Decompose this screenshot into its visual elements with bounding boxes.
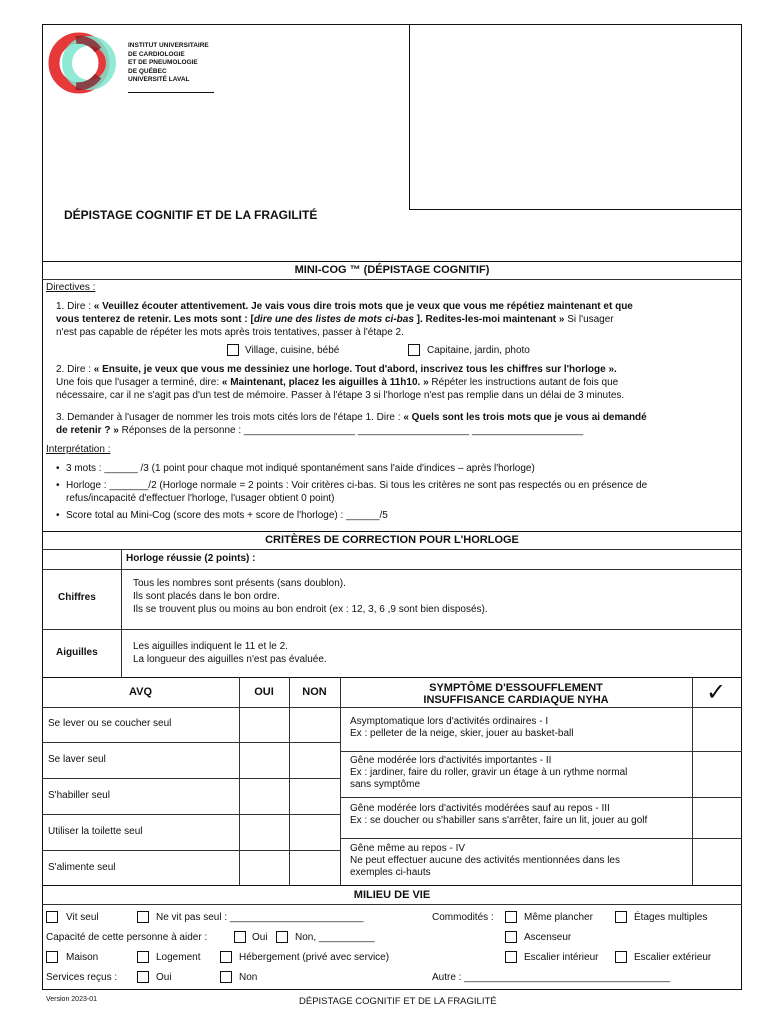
- commodites-label: Commodités :: [432, 912, 494, 923]
- aiguilles-label: Aiguilles: [56, 647, 98, 658]
- word-list-2-checkbox[interactable]: [408, 344, 420, 356]
- nyha-4-example: Ne peut effectuer aucune des activités mentionnées dans les: [350, 855, 620, 866]
- title-divider: [42, 261, 742, 262]
- step-3: [56, 411, 736, 437]
- avq-row-2: Se laver seul: [48, 754, 106, 765]
- avq-top-line: [42, 677, 742, 678]
- criteria-sub-divider: [42, 569, 742, 570]
- avq-row-4: Utiliser la toilette seul: [48, 826, 143, 837]
- nyha-heading-1: SYMPTÔME D'ESSOUFFLEMENT: [429, 682, 603, 694]
- step-3-answers: Réponses de la personne : ____________________ ____________________ ____________________: [118, 425, 584, 436]
- ne-vit-pas-seul-checkbox[interactable]: [137, 911, 149, 923]
- step-1-quote: « Veuillez écouter attentivement. Je vais vous dire trois mots que je veux que vous me répétiez maintenant et que: [93, 301, 633, 312]
- nyha-row-3: [350, 803, 690, 827]
- patient-label-box[interactable]: [409, 24, 742, 210]
- ne-vit-pas-seul-label: Ne vit pas seul : ________________________: [156, 912, 364, 923]
- avq-row-1: Se lever ou se coucher seul: [48, 718, 172, 729]
- chiffres-line-3: Ils se trouvent plus ou moins au bon endroit (ex : 12, 3, 6 ,9 sont bien disposés).: [133, 604, 488, 615]
- escalier-exterieur-checkbox[interactable]: [615, 951, 627, 963]
- chiffres-criteria: [133, 577, 733, 616]
- minicog-heading-divider: [42, 279, 742, 280]
- nyha-4-example-2: exemples ci-hauts: [350, 867, 431, 878]
- services-label: Services reçus :: [46, 972, 118, 983]
- score-clock: [52, 479, 738, 505]
- aiguilles-criteria: [133, 640, 733, 666]
- nyha-3-class: Gêne modérée lors d'activités modérées sauf au repos - III: [350, 803, 610, 814]
- ascenseur-label: Ascenseur: [524, 932, 572, 943]
- capacite-non-label: Non, __________: [295, 932, 375, 943]
- institution-line-5: UNIVERSITÉ LAVAL: [128, 76, 190, 84]
- capacite-oui-label: Oui: [252, 932, 268, 943]
- nyha-2-class: Gêne modérée lors d'activités importantes - II: [350, 755, 552, 766]
- step-2-prefix: 2. Dire :: [56, 364, 94, 375]
- logo-underline: [128, 92, 214, 93]
- services-oui-label: Oui: [156, 972, 172, 983]
- avq-row-1-divider: [42, 742, 340, 743]
- institution-line-3: ET DE PNEUMOLOGIE: [128, 59, 198, 67]
- nyha-1-class: Asymptomatique lors d'activités ordinaires - I: [350, 716, 549, 727]
- checkmark-icon: ✓: [706, 678, 727, 706]
- capacite-non-checkbox[interactable]: [276, 931, 288, 943]
- step-3-quote-end: de retenir ? »: [56, 425, 119, 436]
- step-3-prefix: 3. Demander à l'usager de nommer les trois mots cités lors de l'étape 1. Dire :: [56, 412, 404, 423]
- step-2-note: nécessaire, car il ne s'agit pas d'un test de mémoire. Passer à l'étape 3 si l'horloge n'est pas remplie dans un délai de 3 minutes.: [56, 390, 625, 401]
- services-non-label: Non: [239, 972, 258, 983]
- nyha-heading-2: INSUFFISANCE CARDIAQUE NYHA: [423, 694, 609, 706]
- step-1-fallback: n'est pas capable de répéter les mots après trois tentatives, passer à l'étape 2.: [56, 327, 404, 338]
- word-list-2-label: Capitaine, jardin, photo: [427, 345, 530, 356]
- nyha-2-example: Ex : jardiner, faire du roller, gravir un étage à un rythme normal: [350, 767, 628, 778]
- nyha-row-3-divider: [340, 838, 742, 839]
- minicog-heading: MINI-COG ™ (DÉPISTAGE COGNITIF): [294, 264, 490, 276]
- word-list-1-checkbox[interactable]: [227, 344, 239, 356]
- avq-heading: AVQ: [128, 686, 153, 698]
- step-2-quote: « Ensuite, je veux que vous me dessiniez une horloge. Tout d'abord, inscrivez tous les chiffres sur l'horloge ».: [93, 364, 617, 375]
- institution-name: [128, 42, 209, 85]
- chiffres-line-1: Tous les nombres sont présents (sans doublon).: [133, 578, 346, 589]
- score-total: • Score total au Mini-Cog (score des mots + score de l'horloge) : ______/5: [52, 509, 738, 522]
- autre-field[interactable]: Autre : _____________________________________: [432, 972, 671, 983]
- escalier-interieur-checkbox[interactable]: [505, 951, 517, 963]
- step-1-if: Si l'usager: [564, 314, 614, 325]
- score-words: • 3 mots : ______ /3 (1 point pour chaque mot indiqué spontanément sans l'aide d'indices – après l'horloge): [52, 462, 738, 475]
- document-title: DÉPISTAGE COGNITIF ET DE LA FRAGILITÉ: [64, 208, 318, 222]
- criteria-heading-divider: [42, 549, 742, 550]
- milieu-top-line: [42, 885, 742, 886]
- step-1: [56, 300, 736, 339]
- nyha-1-example: Ex : pelleter de la neige, skier, jouer au basket-ball: [350, 728, 574, 739]
- maison-label: Maison: [66, 952, 99, 963]
- logement-label: Logement: [156, 952, 201, 963]
- logo: [46, 30, 118, 96]
- avq-row-3: S'habiller seul: [48, 790, 110, 801]
- hebergement-label: Hébergement (privé avec service): [239, 952, 390, 963]
- avq-row-2-divider: [42, 778, 340, 779]
- step-1-prefix: 1. Dire :: [56, 301, 94, 312]
- non-heading: NON: [302, 686, 327, 698]
- oui-heading: OUI: [254, 686, 274, 698]
- avq-col-2: [289, 677, 290, 885]
- avq-row-5: S'alimente seul: [48, 862, 116, 873]
- etages-multiples-label: Étages multiples: [634, 912, 708, 923]
- nyha-heading: [340, 682, 692, 706]
- capacite-label: Capacité de cette personne à aider :: [46, 932, 208, 943]
- maison-checkbox[interactable]: [46, 951, 58, 963]
- nyha-3-example: Ex : se doucher ou s'habiller sans s'arrêter, faire un lit, jouer au golf: [350, 815, 648, 826]
- avq-row-3-divider: [42, 814, 340, 815]
- logement-checkbox[interactable]: [137, 951, 149, 963]
- nyha-2-example-2: sans symptôme: [350, 779, 421, 790]
- services-non-checkbox[interactable]: [220, 971, 232, 983]
- chiffres-label: Chiffres: [58, 592, 96, 603]
- meme-plancher-label: Même plancher: [524, 912, 593, 923]
- nyha-check-col: [692, 677, 693, 885]
- criteria-top-line: [42, 531, 742, 532]
- escalier-exterieur-label: Escalier extérieur: [634, 952, 712, 963]
- footer-title: DÉPISTAGE COGNITIF ET DE LA FRAGILITÉ: [299, 996, 497, 1007]
- milieu-heading-divider: [42, 904, 742, 905]
- step-2-after: Une fois que l'usager a terminé, dire:: [56, 377, 222, 388]
- criteria-subheading: Horloge réussie (2 points) :: [126, 553, 256, 564]
- aiguilles-line-2: La longueur des aiguilles n'est pas évaluée.: [133, 654, 327, 665]
- avq-col-1: [239, 677, 240, 885]
- etages-multiples-checkbox[interactable]: [615, 911, 627, 923]
- avq-col-3: [340, 677, 341, 885]
- directives-label: Directives :: [46, 282, 96, 293]
- nyha-4-class: Gêne même au repos - IV: [350, 843, 466, 854]
- step-2-quote-2: « Maintenant, placez les aiguilles à 11h10. »: [221, 377, 429, 388]
- institution-line-1: INSTITUT UNIVERSITAIRE: [128, 42, 209, 49]
- services-oui-checkbox[interactable]: [137, 971, 149, 983]
- step-1-repeat: ]. Redites-les-moi maintenant »: [413, 314, 565, 325]
- nyha-row-1: [350, 716, 690, 740]
- hebergement-checkbox[interactable]: [220, 951, 232, 963]
- avq-header-divider: [42, 707, 742, 708]
- aiguilles-line-1: Les aiguilles indiquent le 11 et le 2.: [133, 641, 288, 652]
- criteria-col-divider: [121, 549, 122, 677]
- vit-seul-label: Vit seul: [66, 912, 99, 923]
- chiffres-divider: [42, 629, 742, 630]
- step-3-quote: « Quels sont les trois mots que je vous ai demandé: [403, 412, 647, 423]
- interpretation-list: [52, 462, 738, 526]
- version-label: Version 2023-01: [46, 996, 97, 1003]
- step-2: [56, 363, 736, 402]
- step-1-words-intro: vous tenterez de retenir. Les mots sont : [: [56, 314, 254, 325]
- step-2-repeat: Répéter les instructions autant de fois que: [428, 377, 619, 388]
- vit-seul-checkbox[interactable]: [46, 911, 58, 923]
- step-1-words-instruction: dire une des listes de mots ci-bas: [253, 314, 414, 325]
- meme-plancher-checkbox[interactable]: [505, 911, 517, 923]
- avq-row-4-divider: [42, 850, 340, 851]
- score-clock-line-1: Horloge : _______/2 (Horloge normale = 2 points : Voir critères ci-bas. Si tous les critères ne sont pas respectés ou en présence de: [66, 480, 648, 491]
- ascenseur-checkbox[interactable]: [505, 931, 517, 943]
- milieu-heading: MILIEU DE VIE: [353, 889, 431, 901]
- institution-line-2: DE CARDIOLOGIE: [128, 50, 185, 58]
- nyha-row-2-divider: [340, 797, 742, 798]
- word-list-1-label: Village, cuisine, bébé: [245, 345, 340, 356]
- interpretation-label: Interprétation :: [46, 444, 111, 455]
- nyha-row-4: [350, 843, 690, 879]
- capacite-oui-checkbox[interactable]: [234, 931, 246, 943]
- criteria-heading: CRITÈRES DE CORRECTION POUR L'HORLOGE: [265, 534, 519, 546]
- score-clock-line-2: refus/incapacité d'effectuer l'horloge, l'usager obtient 0 point): [66, 493, 335, 504]
- institution-line-4: DE QUÉBEC: [128, 67, 167, 75]
- escalier-interieur-label: Escalier intérieur: [524, 952, 599, 963]
- nyha-row-2: [350, 755, 690, 791]
- nyha-row-1-divider: [340, 751, 742, 752]
- chiffres-line-2: Ils sont placés dans le bon ordre.: [133, 591, 280, 602]
